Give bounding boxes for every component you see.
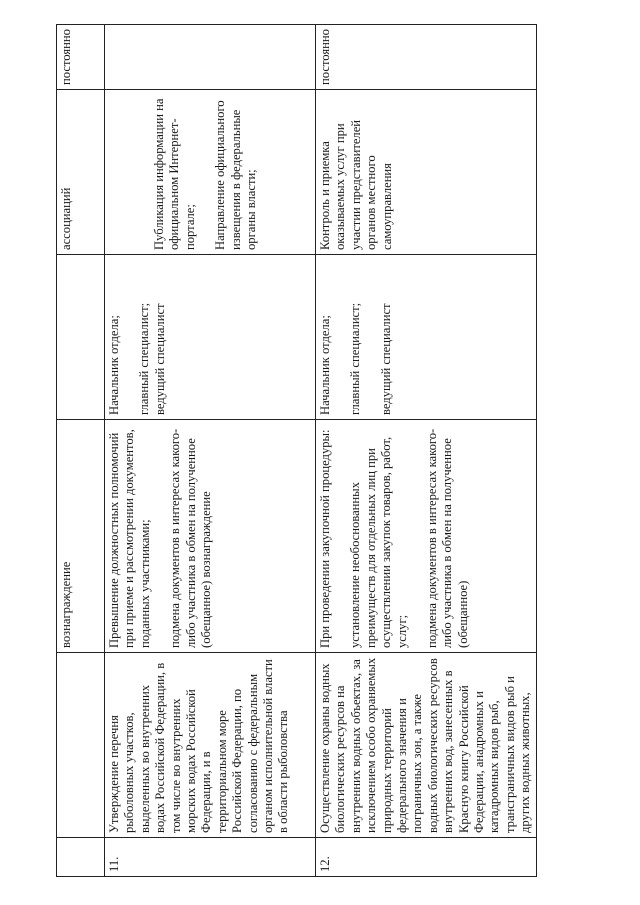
period-text: постоянно [318,29,332,85]
measures-tail-text: ассоциаций [59,187,73,250]
position-3: ведущий специалист [152,303,167,415]
paragraph-gap [107,94,122,250]
period-text: постоянно [59,29,73,85]
position-3: ведущий специалист [378,303,393,415]
position-1: Начальник отдела; [318,315,332,415]
paragraph-gap [333,424,348,648]
cell-risk [105,420,316,653]
cell-function [105,653,316,838]
position-1: Начальник отдела; [107,315,121,415]
measure-1: Публикация информации на официальном Интернет-портале; [152,98,197,250]
measure-2: Направление официального извещения в федеральные органы власти; [213,100,259,250]
cell-number [57,838,105,877]
cell-risk [316,420,537,653]
position-2: главный специалист; [137,302,152,415]
paragraph-gap [333,259,348,415]
cell-positions [57,255,105,420]
cell-function [316,653,537,838]
cell-number [105,838,316,877]
table-row-12 [316,25,537,877]
risk-text-3: подмена документов в интересах какого-либо участника в обмен на полученное (обещанное) [425,428,470,648]
cell-period [316,25,537,90]
paragraph-gap [137,94,152,250]
function-text: Осуществление охраны водных биологических ресурсов на внутренних водных объектах, за исключением особо охраняемых природных территорий федерального значения и пограничных зон, а также водных биологических ресурсов внутренних вод, занесенных в Красную книгу Российской Федерации, анадромных и катадромных видов рыб, трансграничных видов рыб и других водных животных, [318,657,533,833]
row-number: 12. [318,856,332,872]
risk-text-2: установление необоснованных преимуществ для отдельных лиц при осуществлении закупок товаров, работ, услуг; [348,436,409,648]
paragraph-gap [122,259,137,415]
risk-text-1: Превышение должностных полномочий при приеме и рассмотрении документов, поданных участниками; [107,429,152,648]
cell-positions [316,255,537,420]
cell-number [316,838,537,877]
paragraph-gap [198,94,213,250]
corruption-risk-table [56,24,537,877]
cell-measures [316,90,537,255]
paragraph-gap [410,424,425,648]
position-2: главный специалист; [348,302,363,415]
cell-measures [57,90,105,255]
row-number: 11. [107,856,121,872]
risk-text-1: При проведении закупочной процедуры: [318,429,332,648]
cell-measures [105,90,316,255]
table-row-continuation [57,25,105,877]
table-row-11 [105,25,316,877]
cell-period [105,25,316,90]
measure-1: Контроль и приемка оказываемых услуг при участии представителей органов местного самоуправления [318,119,394,250]
cell-risk [57,420,105,653]
function-text: Утверждение перечня рыболовных участков, выделенных во внутренних водах Российской Федерации, в том числе во внутренних морских водах Российской Федерации, и в территориальном море Российской Федерации, по согласованию с федеральным органом исполнительной власти в области рыболовства [107,659,291,833]
paragraph-gap [153,424,168,648]
paragraph-gap [122,94,137,250]
cell-function [57,653,105,838]
cell-positions [105,255,316,420]
paragraph-gap [364,259,379,415]
risk-tail-text: вознаграждение [59,561,73,648]
cell-period [57,25,105,90]
risk-text-2: подмена документов в интересах какого-либо участника в обмен на полученное (обещанное) вознаграждение [168,428,214,648]
